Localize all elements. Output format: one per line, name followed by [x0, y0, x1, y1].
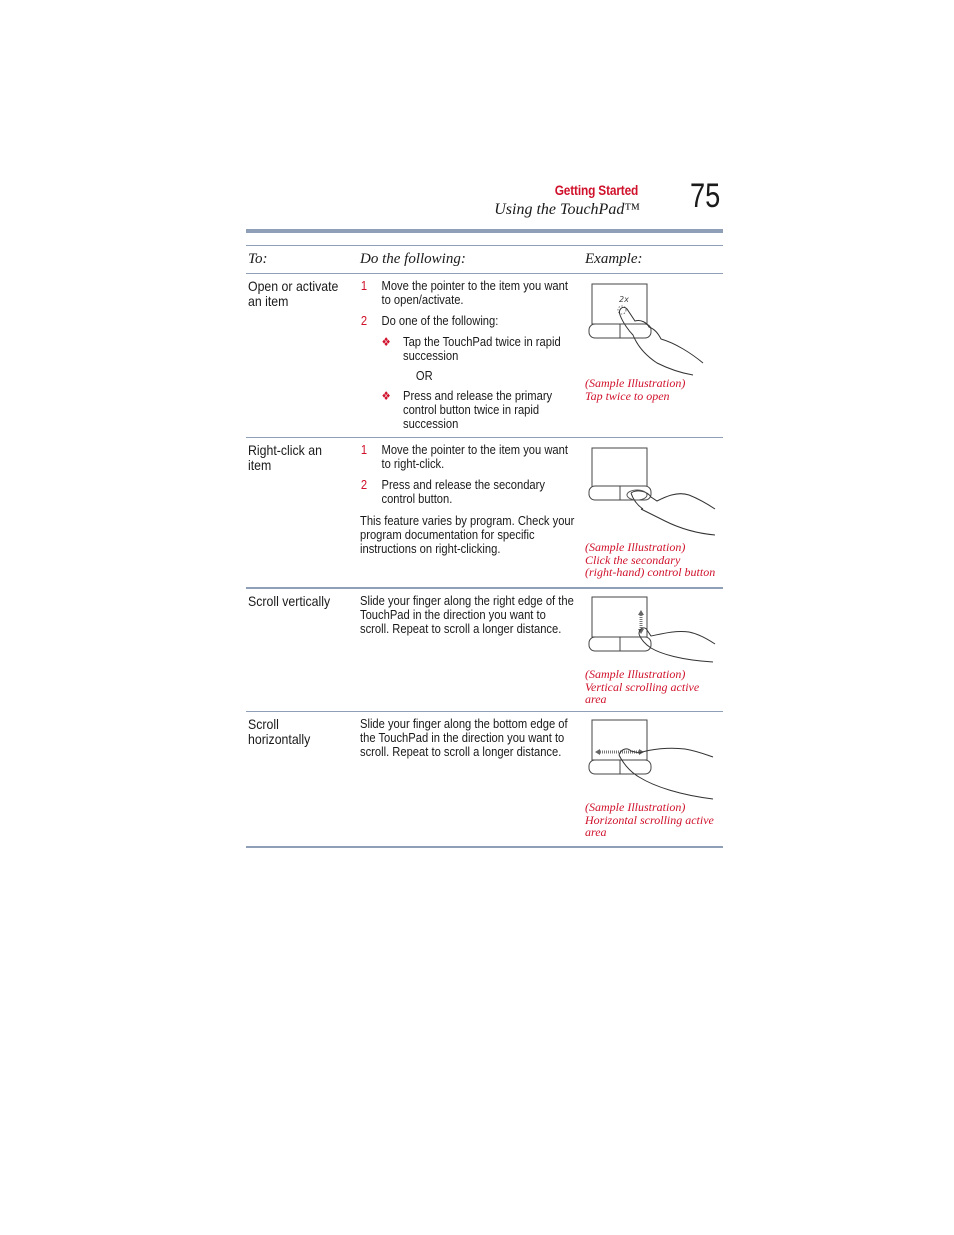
- step: [360, 279, 575, 307]
- trademark-symbol: ™: [624, 201, 640, 218]
- caption-line: Horizontal scrolling active: [585, 812, 714, 827]
- step-text: Do one of the following:: [381, 313, 499, 328]
- caption-line: area: [585, 692, 607, 706]
- caption-line: (right-hand) control button: [585, 565, 716, 579]
- touchpad-vertical-scroll-illustration-icon: [585, 594, 717, 668]
- caption-line: (Sample Illustration): [585, 800, 686, 814]
- caption-line: area: [585, 825, 607, 839]
- bullet-item: [360, 389, 575, 431]
- step: [360, 478, 575, 506]
- illustration-caption: [585, 377, 723, 402]
- section-title-text: Using the TouchPad: [494, 201, 625, 218]
- row-instructions: [360, 279, 606, 437]
- row-action: Open or activate an item: [248, 278, 339, 309]
- table-row: [246, 589, 723, 712]
- table-row: [246, 712, 723, 848]
- row-example: [585, 594, 723, 706]
- row-instructions: [360, 594, 606, 636]
- instruction-text: Slide your finger along the right edge of the TouchPad in the direction you want to scroll. Repeat to scroll a longer distance.: [360, 593, 574, 636]
- caption-line: (Sample Illustration): [585, 376, 686, 390]
- row-example: [585, 279, 723, 402]
- illustration-caption: [585, 668, 723, 706]
- row-action: Scroll vertically: [248, 593, 331, 609]
- step-text: Press and release the secondary control button.: [381, 477, 545, 506]
- touchpad-right-click-illustration-icon: [585, 443, 717, 541]
- touchpad-horizontal-scroll-illustration-icon: [585, 717, 717, 801]
- bullet-text: Press and release the primary control button twice in rapid succession: [403, 388, 553, 431]
- caption-line: (Sample Illustration): [585, 667, 686, 681]
- step-number: 2: [360, 313, 368, 328]
- header-rule: [246, 229, 723, 233]
- illustration-caption: [585, 541, 723, 579]
- tap-count-label: 2x: [619, 295, 629, 304]
- table-row: [246, 274, 723, 438]
- row-action: Scroll horizontally: [248, 716, 311, 747]
- illustration-caption: [585, 801, 723, 839]
- step-text: Move the pointer to the item you want to open/activate.: [381, 278, 568, 307]
- header-example: Example:: [585, 251, 643, 267]
- caption-line: (Sample Illustration): [585, 540, 686, 554]
- or-separator: OR: [415, 368, 433, 383]
- instruction-table: [246, 245, 723, 848]
- bullet-text: Tap the TouchPad twice in rapid succession: [403, 334, 561, 363]
- section-title: [494, 201, 640, 219]
- step: [360, 443, 575, 471]
- row-example: [585, 717, 723, 839]
- header-do: Do the following:: [360, 251, 466, 267]
- caption-line: Vertical scrolling active: [585, 679, 700, 694]
- step: [360, 314, 575, 328]
- row-example: [585, 443, 723, 579]
- header-to: To:: [248, 251, 268, 267]
- page-number: 75: [690, 177, 721, 215]
- row-action: Right-click an item: [248, 442, 322, 473]
- touchpad-tap-illustration-icon: [585, 279, 710, 377]
- row-instructions: [360, 717, 606, 759]
- step-number: 1: [360, 278, 368, 293]
- row-instructions: [360, 443, 606, 556]
- instruction-text: Slide your finger along the bottom edge of the TouchPad in the direction you want to scroll. Repeat to scroll a longer distance.: [360, 716, 568, 759]
- table-row: [246, 438, 723, 589]
- diamond-bullet-icon: ❖: [381, 335, 391, 349]
- table-header-row: [246, 245, 723, 274]
- step-number: 2: [360, 477, 368, 492]
- bullet-item: [360, 335, 575, 363]
- caption-line: Tap twice to open: [585, 388, 670, 403]
- program-note: This feature varies by program. Check your program documentation for specific instructions on right-clicking.: [360, 513, 575, 556]
- diamond-bullet-icon: ❖: [381, 389, 391, 403]
- caption-line: Click the secondary: [585, 552, 681, 567]
- step-number: 1: [360, 442, 368, 457]
- step-text: Move the pointer to the item you want to right-click.: [381, 442, 568, 471]
- chapter-title: Getting Started: [554, 182, 638, 198]
